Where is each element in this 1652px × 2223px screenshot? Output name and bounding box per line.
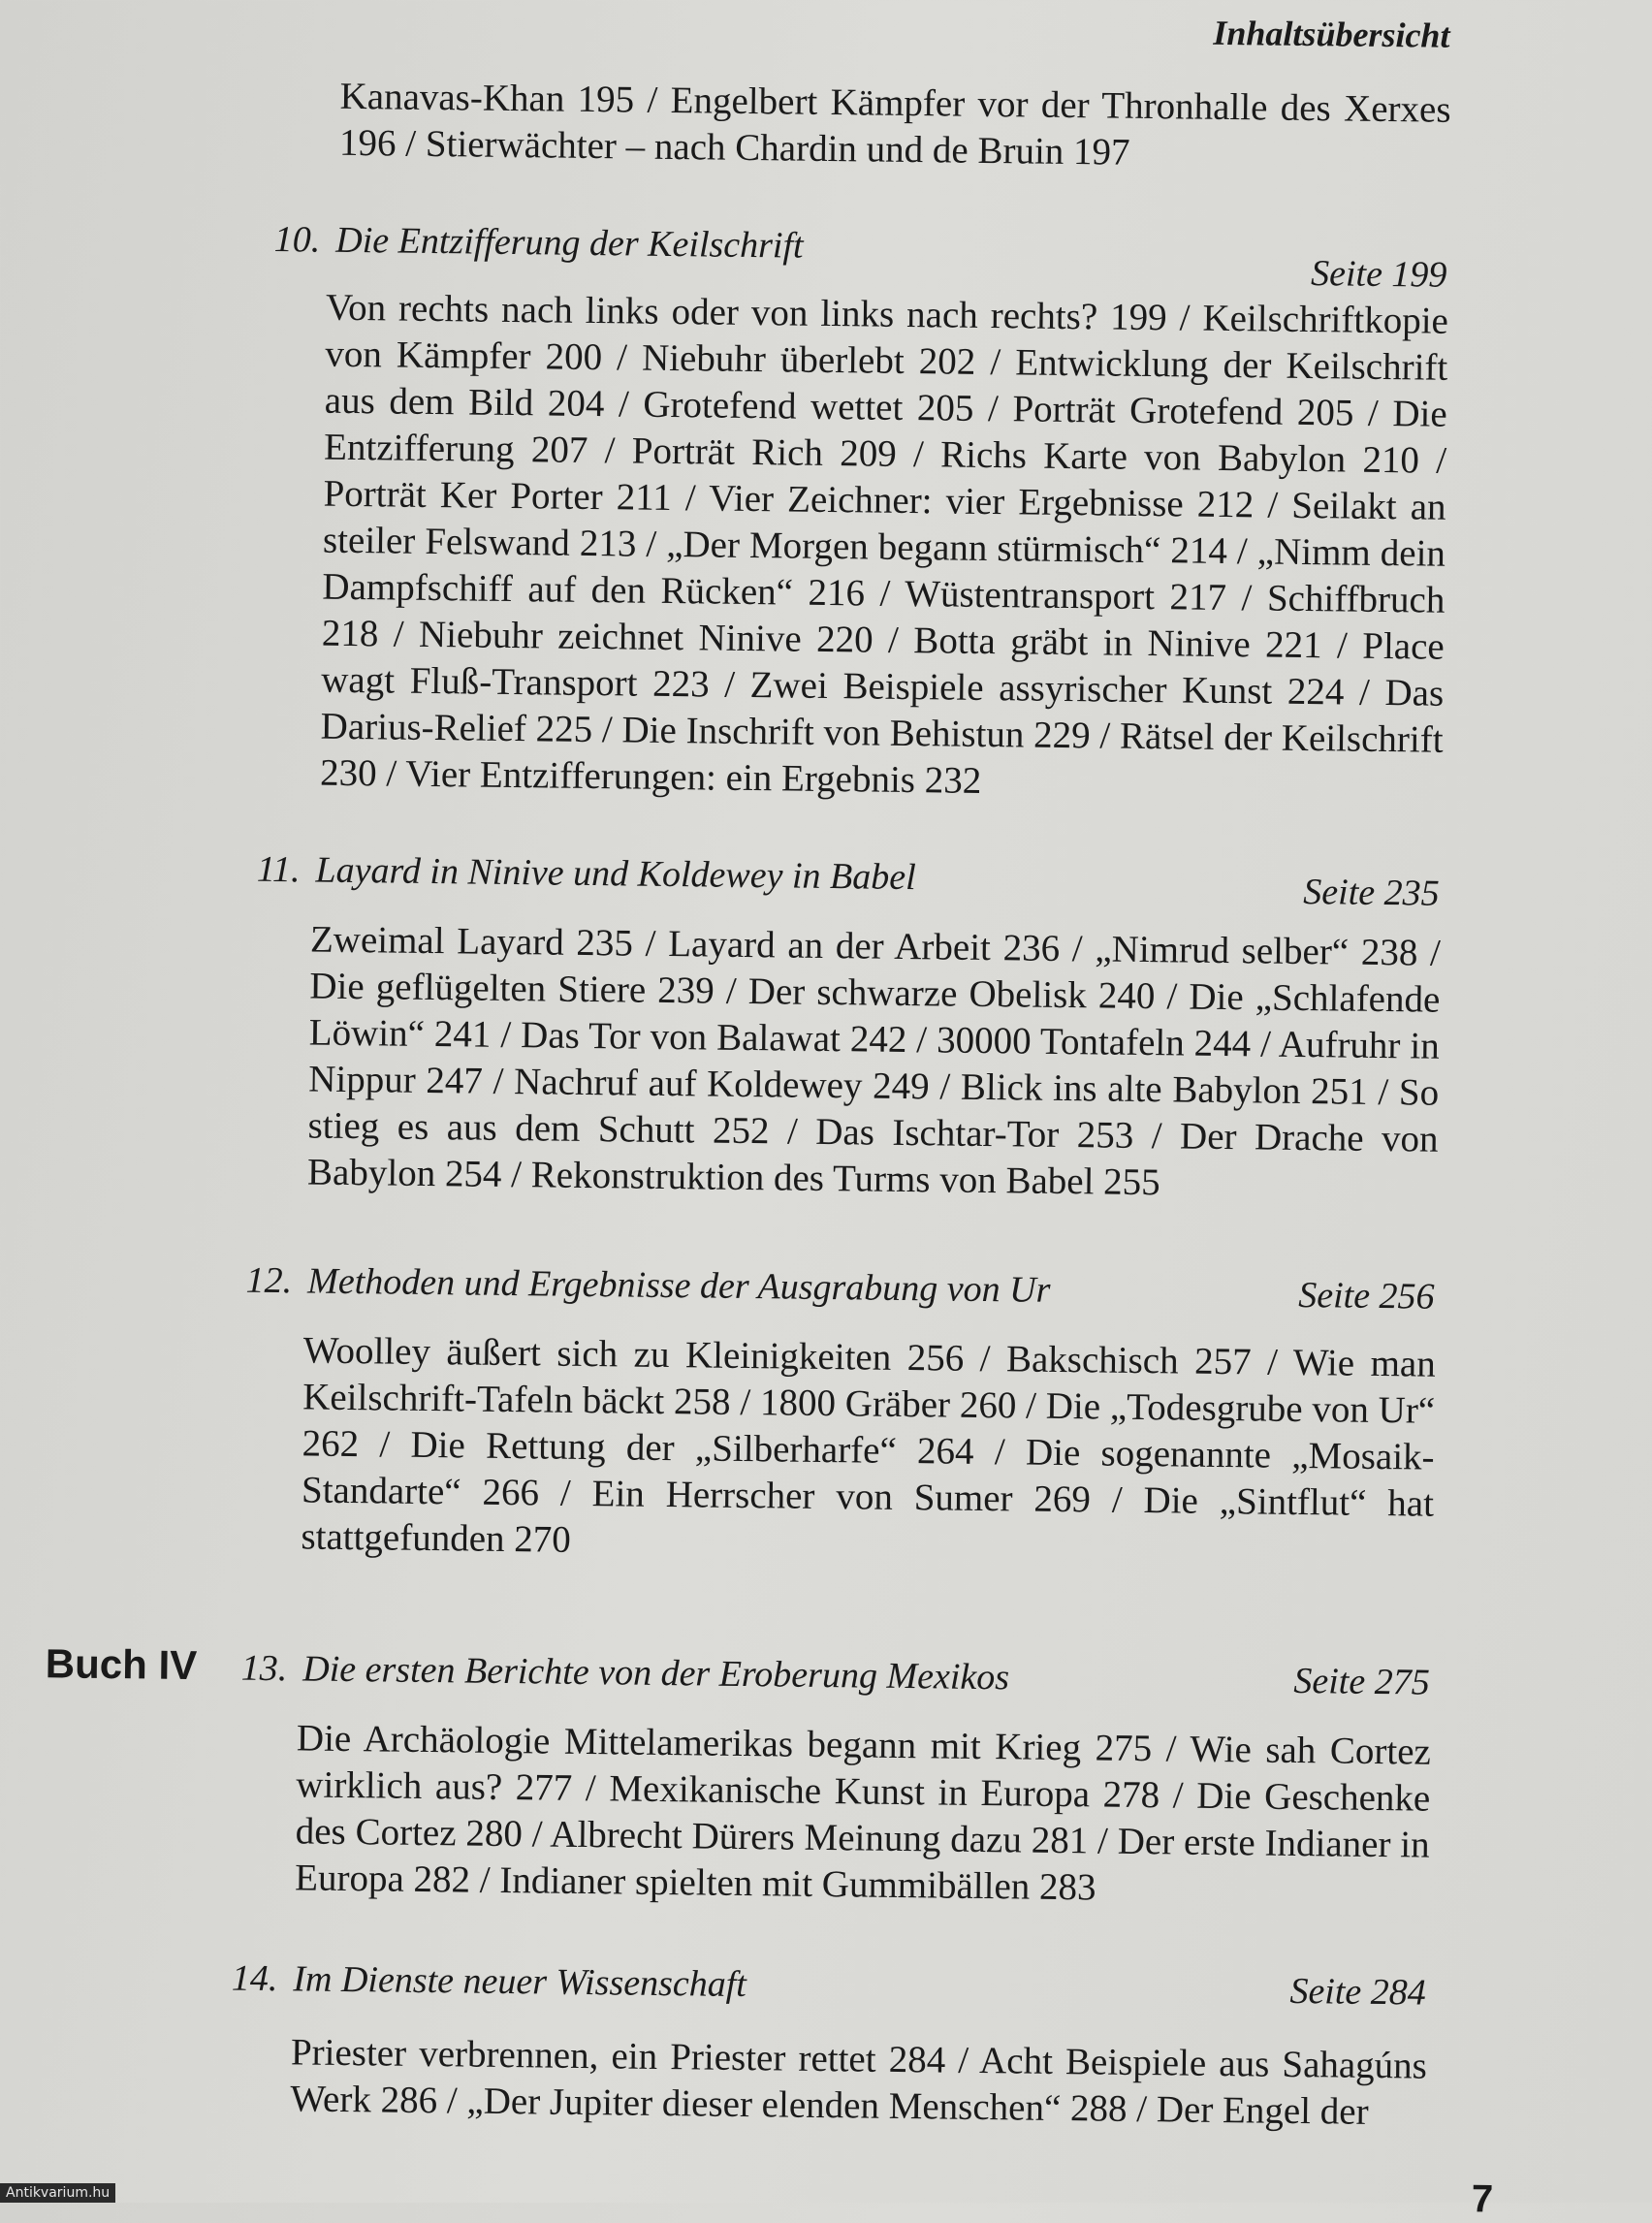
- chapter-title: Layard in Ninive und Koldewey in Babel: [315, 849, 916, 899]
- chapter-contents: Zweimal Layard 235 / Layard an der Arbeit 236 / „Nimrud selber“ 238 / Die geflügelten Stiere 239 / Der schwarze Obelisk 240 / Die „Schlafende Löwin“ 241 / Das Tor von Balawat 242 / 30000 Tontafeln 244 / Aufruhr in Nippur 247 / Nachruf auf Koldewey 249 / Blick ins alte Babylon 251 / So stieg es aus dem Schutt 252 / Das Ischtar-Tor 253 / Der Drache von Babylon 254 / Rekonstruktion des Turms von Babel 255: [306, 918, 1442, 1204]
- chapter-number: 13.: [240, 1647, 288, 1690]
- chapter-number: 12.: [245, 1259, 293, 1302]
- page-number: 7: [1471, 2177, 1494, 2221]
- chapter-heading: [245, 1259, 1050, 1312]
- chapter-page-ref: Seite 284: [1289, 1970, 1427, 2014]
- chapter-contents: Die Archäologie Mittelamerikas begann mit Krieg 275 / Wie sah Cortez wirklich aus? 277 / Mexikanische Kunst in Europa 278 / Die Geschenke des Cortez 280 / Albrecht Dürers Meinung dazu 281 / Der erste Indianer in Europa 282 / Indianer spielten mit Gummibällen 283: [294, 1717, 1432, 1909]
- chapter-title: Methoden und Ergebnisse der Ausgrabung von Ur: [306, 1260, 1051, 1311]
- chapter-heading: [257, 848, 916, 899]
- chapter-title: Die Entzifferung der Keilschrift: [335, 219, 804, 267]
- chapter-contents: Woolley äußert sich zu Kleinigkeiten 256 / Bakschisch 257 / Wie man Keilschrift-Tafeln bäckt 258 / 1800 Gräber 260 / Die „Todesgrube von Ur“ 262 / Die Rettung der „Silberharfe“ 264 / Die sogenannte „Mosaik-Standarte“ 266 / Ein Herrscher von Sumer 269 / Die „Sintflut“ hat stattgefunden 270: [301, 1329, 1436, 1561]
- running-head: Inhaltsübersicht: [1213, 13, 1450, 55]
- chapter-page-ref: Seite 275: [1293, 1660, 1430, 1703]
- book-label: Buch IV: [45, 1640, 198, 1689]
- chapter-number: 10.: [273, 218, 321, 261]
- chapter-title: Im Dienste neuer Wissenschaft: [293, 1958, 747, 2006]
- chapter-contents: Priester verbrennen, ein Priester rettet 284 / Acht Beispiele aus Sahagúns Werk 286 / „Der Jupiter dieser elenden Menschen“ 288 / Der Engel der: [290, 2031, 1428, 2133]
- chapter-contents: Von rechts nach links oder von links nach rechts? 199 / Keilschriftkopie von Kämpfer 200 / Niebuhr überlebt 202 / Entwicklung der Keilschrift aus dem Bild 204 / Grotefend wettet 205 / Porträt Grotefend 205 / Die Entzifferung 207 / Porträt Rich 209 / Richs Karte von Babylon 210 / Porträt Ker Porter 211 / Vier Zeichner: vier Ergebnisse 212 / Seilakt an steiler Felswand 213 / „Der Morgen begann stürmisch“ 214 / „Nimm dein Dampfschiff auf den Rücken“ 216 / Wüstentransport 217 / Schiffbruch 218 / Niebuhr zeichnet Ninive 220 / Botta gräbt in Ninive 221 / Place wagt Fluß-Transport 223 / Zwei Beispiele assyrischer Kunst 224 / Das Darius-Relief 225 / Die Inschrift von Behistun 229 / Rätsel der Keilschrift 230 / Vier Entzifferungen: ein Ergebnis 232: [319, 286, 1449, 802]
- watermark: Antikvarium.hu: [0, 2183, 115, 2203]
- chapter-heading: [241, 1647, 1010, 1699]
- chapter-page-ref: Seite 256: [1297, 1274, 1435, 1318]
- chapter-title: Die ersten Berichte von der Eroberung Mexikos: [302, 1648, 1010, 1699]
- chapter-number: 11.: [256, 848, 301, 891]
- chapter-number: 14.: [231, 1957, 278, 2000]
- chapter-page-ref: Seite 235: [1303, 872, 1440, 914]
- intro-paragraph: Kanavas-Khan 195 / Engelbert Kämpfer vor der Thronhalle des Xerxes 196 / Stierwächter – nach Chardin und de Bruin 197: [338, 75, 1451, 174]
- chapter-heading: [274, 218, 804, 268]
- chapter-heading: [232, 1957, 747, 2006]
- chapter-page-ref: Seite 199: [1310, 253, 1447, 296]
